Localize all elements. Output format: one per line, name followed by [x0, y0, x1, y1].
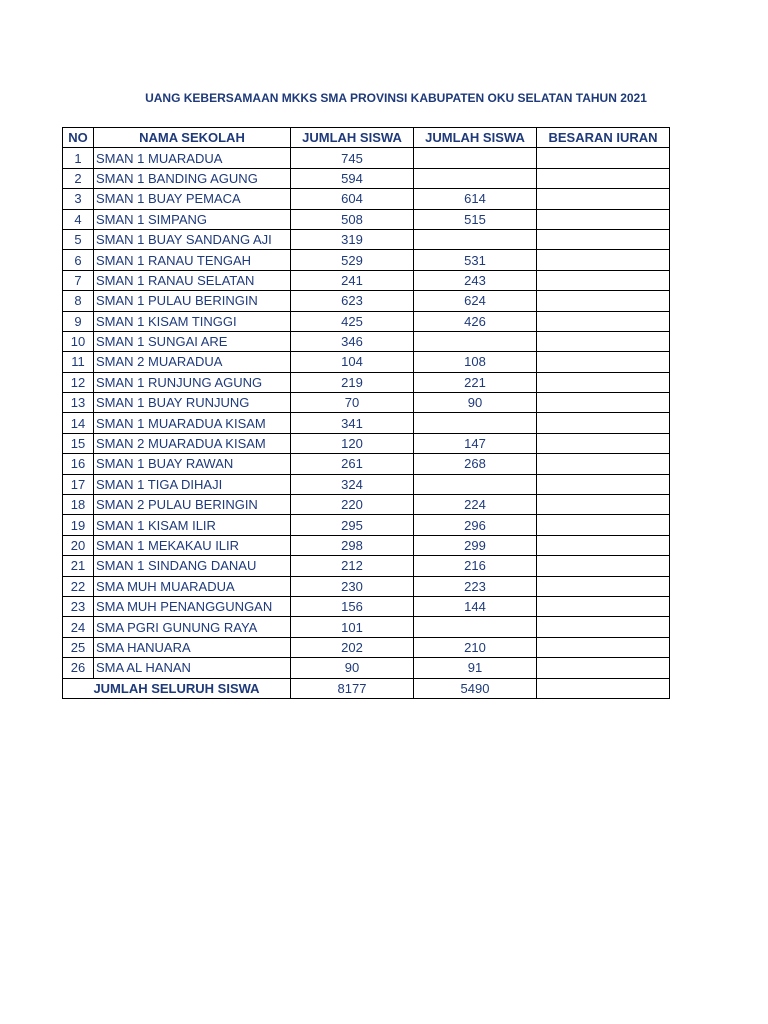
student-count-2: 90	[414, 393, 537, 413]
row-number: 2	[63, 168, 94, 188]
student-count-2: 614	[414, 189, 537, 209]
student-count-2: 515	[414, 209, 537, 229]
row-number: 6	[63, 250, 94, 270]
contribution-amount	[537, 148, 670, 168]
student-count-1: 529	[291, 250, 414, 270]
table-row	[63, 617, 670, 637]
contribution-amount	[537, 413, 670, 433]
student-count-1: 220	[291, 495, 414, 515]
contribution-amount	[537, 474, 670, 494]
contribution-amount	[537, 637, 670, 657]
student-count-1: 101	[291, 617, 414, 637]
school-name: SMAN 1 PULAU BERINGIN	[94, 291, 291, 311]
student-count-1: 319	[291, 229, 414, 249]
school-name: SMAN 1 SINDANG DANAU	[94, 556, 291, 576]
school-name: SMAN 2 MUARADUA KISAM	[94, 433, 291, 453]
table-row	[63, 352, 670, 372]
contribution-amount	[537, 372, 670, 392]
row-number: 7	[63, 270, 94, 290]
student-count-2: 531	[414, 250, 537, 270]
contribution-amount	[537, 270, 670, 290]
total-student-count-2: 5490	[414, 678, 537, 698]
table-row	[63, 535, 670, 555]
table-row	[63, 413, 670, 433]
student-count-1: 324	[291, 474, 414, 494]
header-school-name: NAMA SEKOLAH	[94, 128, 291, 148]
student-count-1: 219	[291, 372, 414, 392]
student-count-2: 223	[414, 576, 537, 596]
row-number: 1	[63, 148, 94, 168]
table-row	[63, 270, 670, 290]
school-name: SMA MUH MUARADUA	[94, 576, 291, 596]
table-body	[63, 148, 670, 678]
student-count-2: 299	[414, 535, 537, 555]
student-count-2: 624	[414, 291, 537, 311]
contribution-amount	[537, 617, 670, 637]
student-count-2: 144	[414, 596, 537, 616]
row-number: 16	[63, 454, 94, 474]
student-count-2: 216	[414, 556, 537, 576]
header-no: NO	[63, 128, 94, 148]
row-number: 21	[63, 556, 94, 576]
student-count-2: 243	[414, 270, 537, 290]
student-count-2: 224	[414, 495, 537, 515]
student-count-2: 210	[414, 637, 537, 657]
row-number: 19	[63, 515, 94, 535]
student-count-2	[414, 148, 537, 168]
table-row	[63, 474, 670, 494]
table-row	[63, 433, 670, 453]
student-count-1: 346	[291, 331, 414, 351]
row-number: 3	[63, 189, 94, 209]
total-contribution-amount	[537, 678, 670, 698]
student-count-2	[414, 168, 537, 188]
table-row	[63, 658, 670, 678]
student-count-1: 70	[291, 393, 414, 413]
student-count-1: 261	[291, 454, 414, 474]
student-count-1: 295	[291, 515, 414, 535]
student-count-1: 508	[291, 209, 414, 229]
table-row	[63, 454, 670, 474]
school-name: SMA MUH PENANGGUNGAN	[94, 596, 291, 616]
contribution-amount	[537, 454, 670, 474]
student-count-2: 91	[414, 658, 537, 678]
student-count-1: 230	[291, 576, 414, 596]
contribution-amount	[537, 291, 670, 311]
student-count-2: 221	[414, 372, 537, 392]
student-count-1: 425	[291, 311, 414, 331]
row-number: 13	[63, 393, 94, 413]
table-row	[63, 393, 670, 413]
table-row	[63, 250, 670, 270]
student-count-1: 594	[291, 168, 414, 188]
row-number: 11	[63, 352, 94, 372]
table-row	[63, 148, 670, 168]
student-count-2: 426	[414, 311, 537, 331]
school-name: SMAN 1 KISAM ILIR	[94, 515, 291, 535]
contribution-amount	[537, 168, 670, 188]
row-number: 8	[63, 291, 94, 311]
contribution-amount	[537, 576, 670, 596]
school-name: SMA PGRI GUNUNG RAYA	[94, 617, 291, 637]
document-title: UANG KEBERSAMAAN MKKS SMA PROVINSI KABUPATEN OKU SELATAN TAHUN 2021	[145, 91, 647, 105]
contribution-amount	[537, 352, 670, 372]
student-count-2: 108	[414, 352, 537, 372]
table-row	[63, 515, 670, 535]
student-count-2	[414, 331, 537, 351]
contribution-amount	[537, 229, 670, 249]
school-name: SMAN 1 BUAY SANDANG AJI	[94, 229, 291, 249]
table-row	[63, 331, 670, 351]
student-count-1: 104	[291, 352, 414, 372]
school-name: SMAN 1 SIMPANG	[94, 209, 291, 229]
total-label: JUMLAH SELURUH SISWA	[63, 678, 291, 698]
contribution-amount	[537, 189, 670, 209]
contribution-amount	[537, 311, 670, 331]
row-number: 24	[63, 617, 94, 637]
table-row	[63, 291, 670, 311]
student-count-1: 604	[291, 189, 414, 209]
row-number: 20	[63, 535, 94, 555]
contribution-amount	[537, 515, 670, 535]
school-name: SMAN 1 RANAU TENGAH	[94, 250, 291, 270]
header-contribution-amount: BESARAN IURAN	[537, 128, 670, 148]
student-count-1: 241	[291, 270, 414, 290]
table-row	[63, 637, 670, 657]
school-name: SMAN 1 RUNJUNG AGUNG	[94, 372, 291, 392]
student-count-2: 147	[414, 433, 537, 453]
row-number: 12	[63, 372, 94, 392]
table-row	[63, 311, 670, 331]
student-count-1: 212	[291, 556, 414, 576]
school-name: SMAN 1 TIGA DIHAJI	[94, 474, 291, 494]
student-count-2: 268	[414, 454, 537, 474]
header-student-count-2: JUMLAH SISWA	[414, 128, 537, 148]
student-count-2	[414, 229, 537, 249]
school-name: SMAN 1 KISAM TINGGI	[94, 311, 291, 331]
school-name: SMAN 2 PULAU BERINGIN	[94, 495, 291, 515]
student-count-1: 156	[291, 596, 414, 616]
student-count-1: 623	[291, 291, 414, 311]
table-row	[63, 209, 670, 229]
school-name: SMAN 1 RANAU SELATAN	[94, 270, 291, 290]
total-student-count-1: 8177	[291, 678, 414, 698]
row-number: 9	[63, 311, 94, 331]
row-number: 5	[63, 229, 94, 249]
student-count-1: 341	[291, 413, 414, 433]
contribution-amount	[537, 433, 670, 453]
row-number: 10	[63, 331, 94, 351]
contribution-amount	[537, 535, 670, 555]
contribution-amount	[537, 658, 670, 678]
row-number: 14	[63, 413, 94, 433]
row-number: 15	[63, 433, 94, 453]
school-contribution-table	[62, 127, 670, 699]
contribution-amount	[537, 250, 670, 270]
student-count-2: 296	[414, 515, 537, 535]
student-count-1: 745	[291, 148, 414, 168]
school-name: SMAN 1 BUAY RAWAN	[94, 454, 291, 474]
row-number: 25	[63, 637, 94, 657]
student-count-1: 90	[291, 658, 414, 678]
row-number: 26	[63, 658, 94, 678]
school-name: SMAN 1 MEKAKAU ILIR	[94, 535, 291, 555]
contribution-amount	[537, 209, 670, 229]
school-name: SMAN 1 BANDING AGUNG	[94, 168, 291, 188]
school-name: SMAN 1 MUARADUA	[94, 148, 291, 168]
student-count-2	[414, 474, 537, 494]
total-row	[63, 678, 670, 698]
school-name: SMA AL HANAN	[94, 658, 291, 678]
contribution-amount	[537, 596, 670, 616]
table-row	[63, 372, 670, 392]
student-count-1: 120	[291, 433, 414, 453]
student-count-2	[414, 617, 537, 637]
student-count-1: 202	[291, 637, 414, 657]
school-name: SMAN 2 MUARADUA	[94, 352, 291, 372]
table-row	[63, 229, 670, 249]
row-number: 18	[63, 495, 94, 515]
table-row	[63, 576, 670, 596]
table-row	[63, 495, 670, 515]
table-row	[63, 189, 670, 209]
school-name: SMAN 1 BUAY RUNJUNG	[94, 393, 291, 413]
row-number: 23	[63, 596, 94, 616]
contribution-amount	[537, 331, 670, 351]
row-number: 17	[63, 474, 94, 494]
table-header-row	[63, 128, 670, 148]
school-name: SMAN 1 BUAY PEMACA	[94, 189, 291, 209]
contribution-amount	[537, 393, 670, 413]
contribution-amount	[537, 556, 670, 576]
row-number: 22	[63, 576, 94, 596]
table-row	[63, 556, 670, 576]
table-row	[63, 596, 670, 616]
student-count-2	[414, 413, 537, 433]
school-name: SMAN 1 SUNGAI ARE	[94, 331, 291, 351]
row-number: 4	[63, 209, 94, 229]
table-row	[63, 168, 670, 188]
school-name: SMA HANUARA	[94, 637, 291, 657]
contribution-amount	[537, 495, 670, 515]
student-count-1: 298	[291, 535, 414, 555]
school-name: SMAN 1 MUARADUA KISAM	[94, 413, 291, 433]
header-student-count-1: JUMLAH SISWA	[291, 128, 414, 148]
